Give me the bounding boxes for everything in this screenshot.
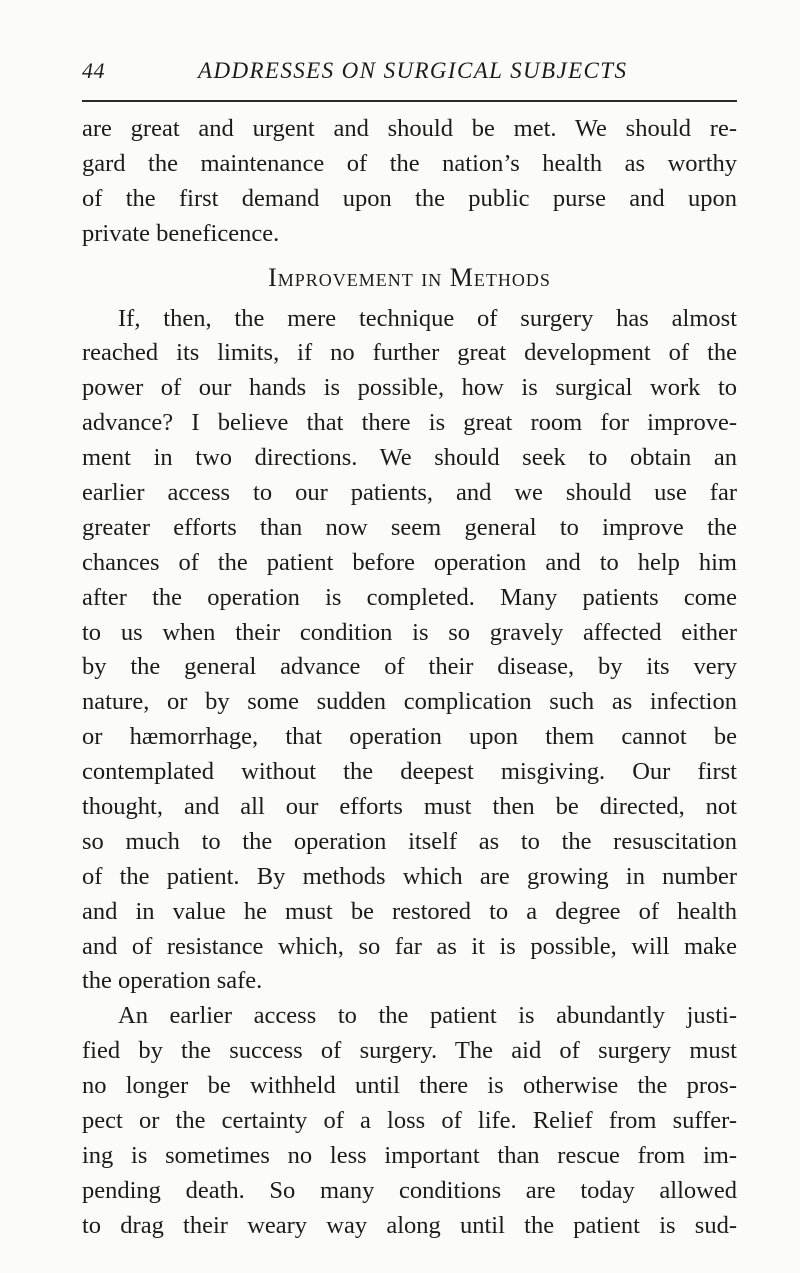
- text-line: ment in two directions. We should seek to obtain an: [82, 444, 737, 472]
- text-line: private beneficence.: [82, 219, 280, 247]
- text-line: ing is sometimes no less important than rescue from im-: [82, 1141, 737, 1169]
- text-line: of the patient. By methods which are growing in number: [82, 862, 737, 890]
- body-text: [82, 112, 737, 1244]
- text-line: and in value he must be restored to a degree of health: [82, 897, 737, 925]
- text-line: power of our hands is possible, how is surgical work to: [82, 374, 737, 402]
- page-header: [82, 58, 737, 94]
- text-line: of the first demand upon the public purse and upon: [82, 184, 737, 212]
- section-heading: Improvement in Methods: [268, 262, 551, 292]
- text-line: chances of the patient before operation and to help him: [82, 548, 737, 576]
- text-line: no longer be withheld until there is otherwise the pros-: [82, 1072, 737, 1100]
- text-line: fied by the success of surgery. The aid of surgery must: [82, 1037, 737, 1065]
- text-line: and of resistance which, so far as it is possible, will make: [82, 932, 737, 960]
- text-line: thought, and all our efforts must then be directed, not: [82, 793, 737, 821]
- text-line: If, then, the mere technique of surgery has almost: [118, 304, 737, 332]
- text-line: earlier access to our patients, and we should use far: [82, 479, 737, 507]
- text-line: nature, or by some sudden complication such as infection: [82, 688, 737, 716]
- text-line: contemplated without the deepest misgiving. Our first: [82, 758, 737, 786]
- running-title: ADDRESSES ON SURGICAL SUBJECTS: [198, 58, 628, 83]
- text-line: An earlier access to the patient is abundantly justi-: [118, 1002, 737, 1030]
- paragraph-1: [82, 112, 737, 252]
- text-line: so much to the operation itself as to the resuscitation: [82, 827, 737, 855]
- text-line: after the operation is completed. Many patients come: [82, 583, 737, 611]
- page-number: 44: [82, 58, 105, 83]
- text-line: reached its limits, if no further great development of the: [82, 339, 737, 367]
- text-line: are great and urgent and should be met. We should re-: [82, 115, 737, 142]
- text-line: or hæmorrhage, that operation upon them cannot be: [82, 723, 737, 751]
- text-line: pect or the certainty of a loss of life. Relief from suffer-: [82, 1107, 737, 1135]
- text-line: by the general advance of their disease, by its very: [82, 653, 737, 681]
- paragraph-2: [82, 302, 737, 1000]
- text-line: pending death. So many conditions are today allowed: [82, 1176, 737, 1204]
- paragraph-3: [82, 999, 737, 1243]
- text-line: the operation safe.: [82, 967, 263, 995]
- text-line: greater efforts than now seem general to improve the: [82, 513, 737, 541]
- header-rule: [82, 100, 737, 102]
- text-line: gard the maintenance of the nation’s health as worthy: [82, 149, 737, 177]
- text-line: advance? I believe that there is great room for improve-: [82, 409, 737, 437]
- text-line: to us when their condition is so gravely affected either: [82, 618, 737, 646]
- text-line: to drag their weary way along until the patient is sud-: [82, 1211, 737, 1239]
